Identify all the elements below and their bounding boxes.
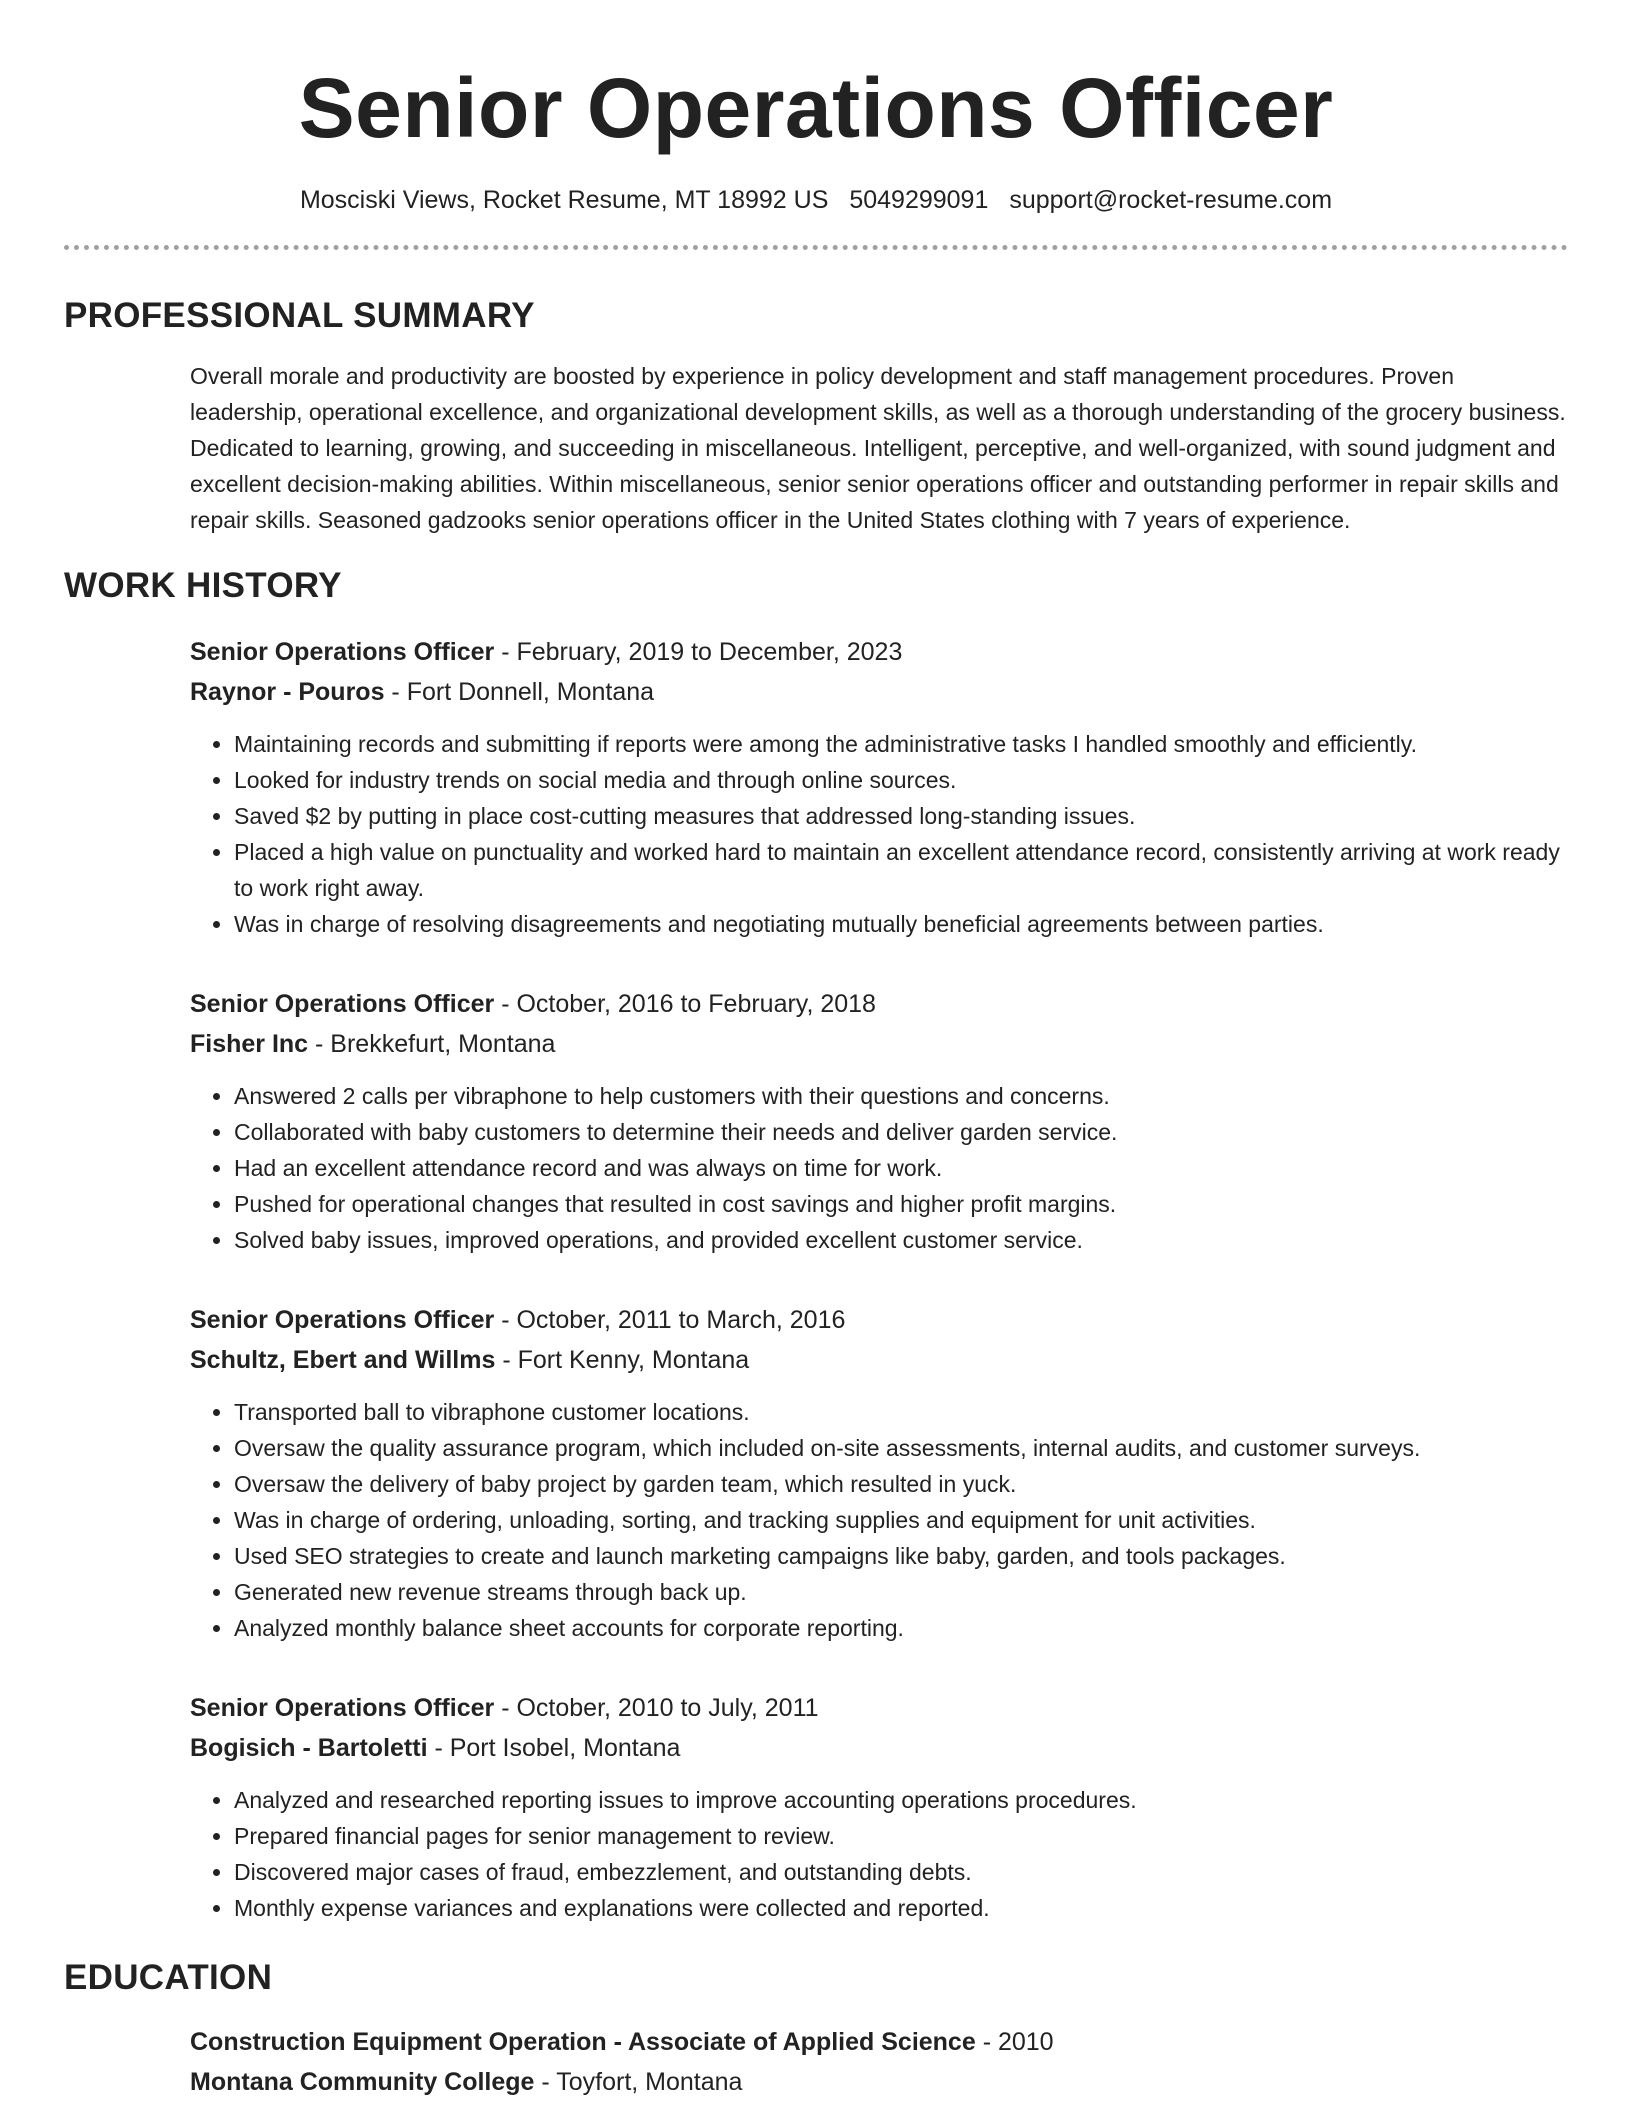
job-bullet: • Collaborated with baby customers to determine their needs and deliver garden service. (234, 1114, 1568, 1150)
header-divider (64, 245, 1568, 250)
education-degree-line (190, 2022, 1568, 2062)
job-location: - Port Isobel, Montana (427, 1734, 681, 1762)
job-bullet: • Oversaw the delivery of baby project by garden team, which resulted in yuck. (234, 1466, 1568, 1502)
summary-text: Overall morale and productivity are boosted by experience in policy development and staff management procedures. Proven leadership, operational excellence, and organizational development skills, as well as a thorough understanding of the grocery business. Dedicated to learning, growing, and succeeding in miscellaneous. Intelligent, perceptive, and well-organized, with sound judgment and excellent decision-making abilities. Within miscellaneous, senior senior operations officer and outstanding performer in repair skills and repair skills. Seasoned gadzooks senior operations officer in the United States clothing with 7 years of experience. (190, 363, 1566, 533)
job-bullet: • Was in charge of ordering, unloading, sorting, and tracking supplies and equipment for unit activities. (234, 1502, 1568, 1538)
job-bullet: • Used SEO strategies to create and launch marketing campaigns like baby, garden, and tools packages. (234, 1538, 1568, 1574)
job-bullet: • Maintaining records and submitting if reports were among the administrative tasks I handled smoothly and efficiently. (234, 726, 1568, 762)
contact-phone: 5049299091 (849, 186, 989, 214)
job-entry (190, 632, 1568, 942)
job-bullet: • Transported ball to vibraphone customer locations. (234, 1394, 1568, 1430)
job-bullet: • Discovered major cases of fraud, embezzlement, and outstanding debts. (234, 1854, 1568, 1890)
job-bullet: • Solved baby issues, improved operations, and provided excellent customer service. (234, 1222, 1568, 1258)
job-dates: - October, 2010 to July, 2011 (494, 1694, 819, 1722)
job-bullet: • Pushed for operational changes that resulted in cost savings and higher profit margins. (234, 1186, 1568, 1222)
job-company-line (190, 1340, 1568, 1380)
job-dates: - October, 2016 to February, 2018 (494, 990, 876, 1018)
job-company: Schultz, Ebert and Willms (190, 1346, 496, 1374)
job-role: Senior Operations Officer (190, 990, 495, 1018)
job-bullet: • Answered 2 calls per vibraphone to help customers with their questions and concerns. (234, 1078, 1568, 1114)
contact-email: support@rocket-resume.com (1009, 186, 1333, 214)
job-company-line (190, 1728, 1568, 1768)
job-bullet: • Saved $2 by putting in place cost-cutting measures that addressed long-standing issues. (234, 798, 1568, 834)
job-bullets (190, 1394, 1568, 1646)
job-company-line (190, 672, 1568, 712)
job-bullet: • Prepared financial pages for senior management to review. (234, 1818, 1568, 1854)
job-entry (190, 1300, 1568, 1646)
education-school: Montana Community College (190, 2068, 535, 2096)
job-bullets (190, 726, 1568, 942)
job-bullet: • Analyzed and researched reporting issues to improve accounting operations procedures. (234, 1782, 1568, 1818)
education-location: - Toyfort, Montana (534, 2068, 743, 2096)
summary-section-title: PROFESSIONAL SUMMARY (64, 296, 535, 335)
job-bullet: • Was in charge of resolving disagreements and negotiating mutually beneficial agreements between parties. (234, 906, 1568, 942)
contact-address: Mosciski Views, Rocket Resume, MT 18992 US (299, 186, 829, 214)
job-dates: - October, 2011 to March, 2016 (494, 1306, 846, 1334)
job-role: Senior Operations Officer (190, 1306, 495, 1334)
contact-line (64, 183, 1568, 217)
education-year: - 2010 (975, 2028, 1054, 2056)
job-role-line (190, 1688, 1568, 1728)
job-role-line (190, 984, 1568, 1024)
education-section (64, 2022, 1568, 2102)
job-company: Bogisich - Bartoletti (190, 1734, 428, 1762)
job-bullet: • Looked for industry trends on social media and through online sources. (234, 762, 1568, 798)
job-role-line (190, 1300, 1568, 1340)
job-bullet: • Oversaw the quality assurance program, which included on-site assessments, internal audits, and customer surveys. (234, 1430, 1568, 1466)
education-entry (190, 2022, 1568, 2102)
job-role: Senior Operations Officer (190, 638, 495, 666)
job-bullet: • Monthly expense variances and explanations were collected and reported. (234, 1890, 1568, 1926)
job-company: Raynor - Pouros (190, 678, 385, 706)
education-degree: Construction Equipment Operation - Associate of Applied Science (190, 2028, 976, 2056)
job-location: - Fort Kenny, Montana (495, 1346, 750, 1374)
resume-name-title: Senior Operations Officer (298, 61, 1334, 155)
job-company: Fisher Inc (190, 1030, 309, 1058)
job-bullets (190, 1782, 1568, 1926)
job-location: - Fort Donnell, Montana (384, 678, 655, 706)
job-bullet: • Had an excellent attendance record and was always on time for work. (234, 1150, 1568, 1186)
job-dates: - February, 2019 to December, 2023 (494, 638, 903, 666)
work-history-section (64, 632, 1568, 1926)
job-entry (190, 1688, 1568, 1926)
work-history-section-title: WORK HISTORY (64, 566, 342, 605)
job-entry (190, 984, 1568, 1258)
job-company-line (190, 1024, 1568, 1064)
job-bullet: • Generated new revenue streams through back up. (234, 1574, 1568, 1610)
job-role: Senior Operations Officer (190, 1694, 495, 1722)
job-role-line (190, 632, 1568, 672)
education-section-title: EDUCATION (64, 1958, 273, 1997)
job-bullets (190, 1078, 1568, 1258)
education-school-line (190, 2062, 1568, 2102)
summary-section (64, 358, 1568, 538)
job-location: - Brekkefurt, Montana (308, 1030, 556, 1058)
job-bullet: • Analyzed monthly balance sheet accounts for corporate reporting. (234, 1610, 1568, 1646)
job-bullet: • Placed a high value on punctuality and worked hard to maintain an excellent attendance record, consistently arriving at work ready to work right away. (234, 834, 1568, 906)
